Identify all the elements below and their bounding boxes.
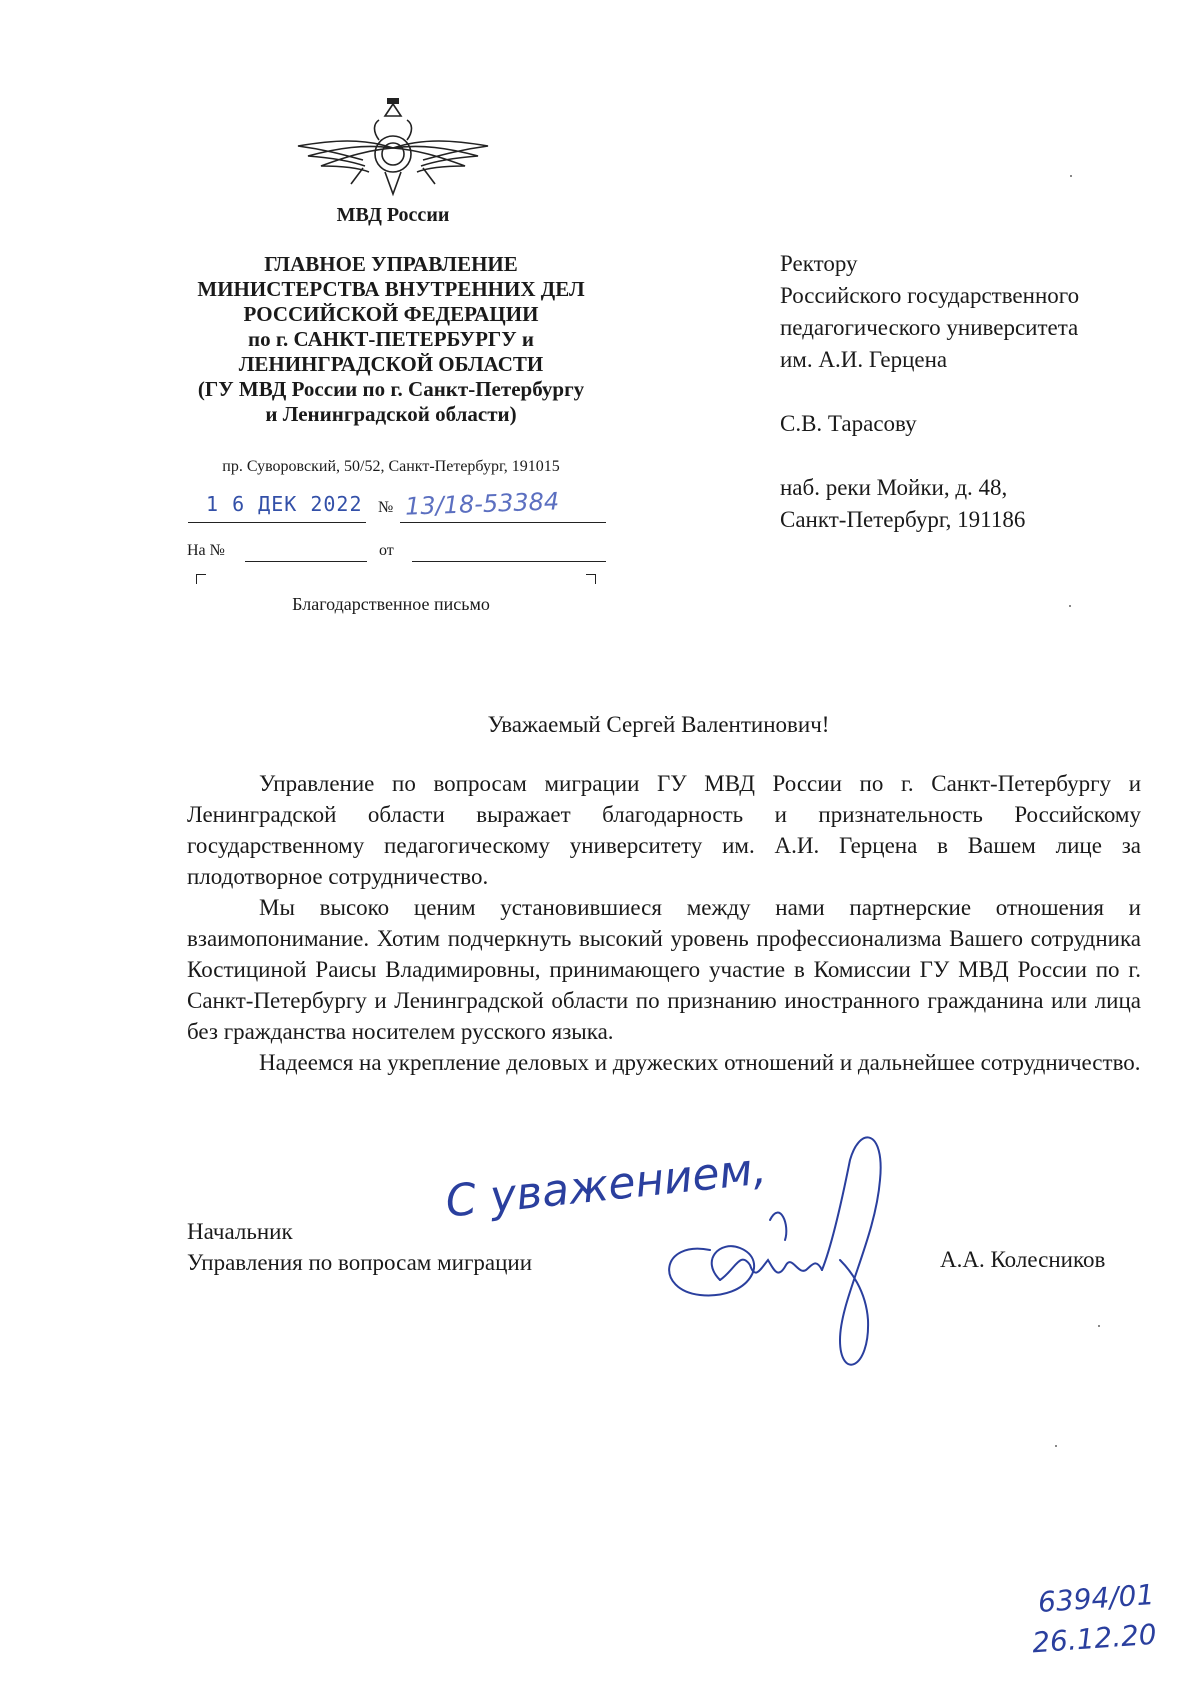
registration-number: 6394/01 bbox=[1036, 1577, 1156, 1620]
scan-speck bbox=[1070, 175, 1072, 177]
signatory-title-line: Начальник bbox=[187, 1219, 293, 1244]
department-line: (ГУ МВД России по г. Санкт-Петербургу bbox=[197, 377, 585, 401]
scan-speck bbox=[1069, 605, 1071, 607]
registration-date: 26.12.20 bbox=[1031, 1617, 1158, 1660]
emblem-icon bbox=[293, 98, 493, 200]
subject-bracket-left bbox=[196, 574, 206, 584]
recipient-line: им. А.И. Герцена bbox=[780, 347, 948, 372]
subject-bracket-right bbox=[586, 574, 596, 584]
sender-address: пр. Суворовский, 50/52, Санкт-Петербург, 191015 bbox=[222, 458, 560, 475]
letter-body bbox=[187, 768, 1141, 1078]
reply-date-label: от bbox=[379, 542, 394, 559]
department-line: РОССИЙСКОЙ ФЕДЕРАЦИИ bbox=[243, 302, 539, 326]
outgoing-number: 13/18-53384 bbox=[404, 487, 560, 521]
body-paragraph: Надеемся на укрепление деловых и дружеских отношений и дальнейшее сотрудничество. bbox=[259, 1050, 1141, 1075]
department-line: и Ленинградской области) bbox=[265, 402, 517, 426]
scan-speck bbox=[1098, 1325, 1100, 1327]
agency-name: МВД России bbox=[336, 204, 450, 226]
recipient-name: С.В. Тарасову bbox=[780, 411, 917, 436]
signatory-title-line: Управления по вопросам миграции bbox=[187, 1250, 533, 1275]
date-stamp: 1 6 ДЕК 2022 bbox=[206, 492, 363, 516]
number-underline bbox=[400, 522, 606, 523]
department-line: ГЛАВНОЕ УПРАВЛЕНИЕ bbox=[264, 252, 518, 276]
reply-number-label: На № bbox=[187, 542, 225, 559]
date-underline bbox=[188, 522, 366, 523]
signature-icon bbox=[640, 1120, 940, 1400]
recipient-address-line: наб. реки Мойки, д. 48, bbox=[780, 475, 1008, 500]
body-paragraph: Мы высоко ценим установившиеся между нами партнерские отношения и взаимопонимание. Хотим подчеркнуть высокий уровень профессионализма Вашего сотрудника Костициной Раисы Владимировны, принимающего участие в Комиссии ГУ МВД России по г. Санкт-Петербургу и Ленинградской области по признанию иностранного гражданина или лица без гражданства носителем русского языка. bbox=[187, 895, 1141, 1044]
department-header bbox=[176, 252, 606, 427]
recipient-address-line: Санкт-Петербург, 191186 bbox=[780, 507, 1026, 532]
handwritten-closing: С уважением, bbox=[443, 1143, 769, 1228]
reply-date-underline bbox=[412, 561, 606, 562]
letter-subject: Благодарственное письмо bbox=[292, 594, 490, 614]
recipient-line: педагогического университета bbox=[780, 315, 1079, 340]
department-line: по г. САНКТ-ПЕТЕРБУРГУ и bbox=[247, 327, 535, 351]
department-line: ЛЕНИНГРАДСКОЙ ОБЛАСТИ bbox=[238, 352, 544, 376]
recipient-block bbox=[780, 248, 1180, 536]
body-paragraph: Управление по вопросам миграции ГУ МВД России по г. Санкт-Петербургу и Ленинградской области выражает благодарность и признательность Российскому государственному педагогическому университету им. А.И. Герцена в Вашем лице за плодотворное сотрудничество. bbox=[187, 771, 1141, 889]
salutation: Уважаемый Сергей Валентинович! bbox=[487, 712, 830, 737]
scan-speck bbox=[1055, 1445, 1057, 1447]
recipient-line: Ректору bbox=[780, 251, 858, 276]
signatory-title bbox=[187, 1216, 532, 1278]
number-label: № bbox=[378, 499, 394, 516]
recipient-line: Российского государственного bbox=[780, 283, 1080, 308]
signatory-name: А.А. Колесников bbox=[940, 1247, 1106, 1272]
department-line: МИНИСТЕРСТВА ВНУТРЕННИХ ДЕЛ bbox=[197, 277, 585, 301]
reply-number-underline bbox=[245, 561, 367, 562]
